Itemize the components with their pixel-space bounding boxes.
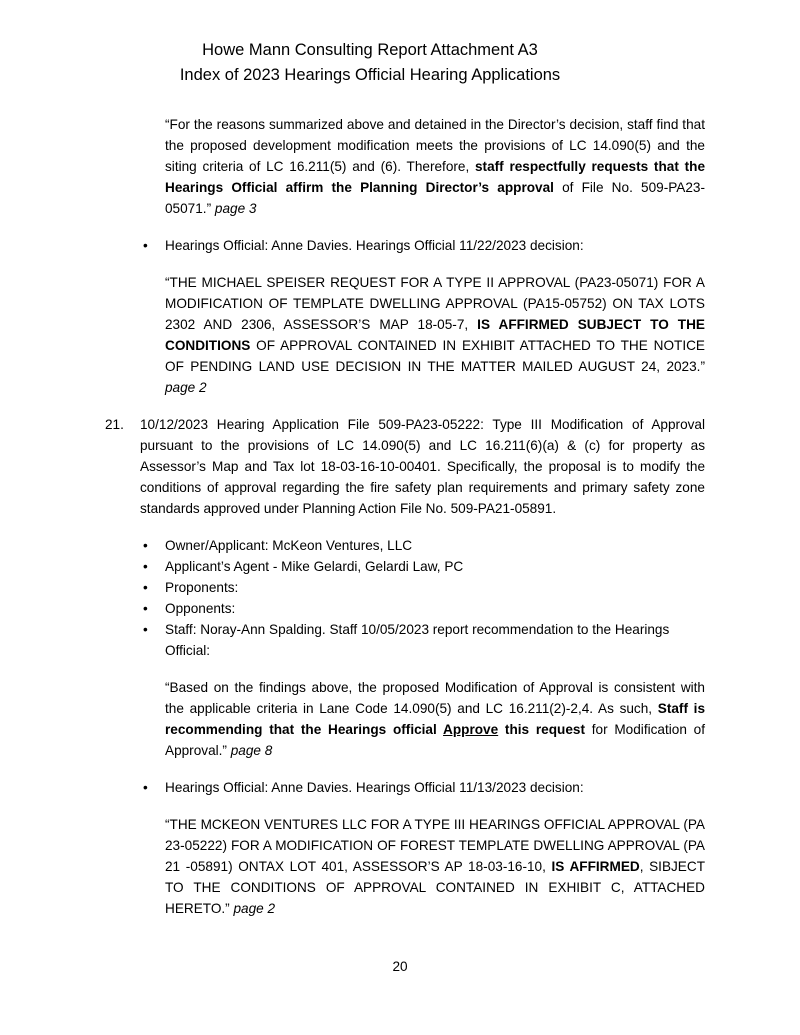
bullet-hearings-official-decision-1-text: Hearings Official: Anne Davies. Hearings Official 11/22/2023 decision: [165,238,584,253]
bullet-staff [143,619,705,661]
bullet-hearings-official-decision-1 [143,235,705,256]
bullet-owner-applicant-text: Owner/Applicant: McKeon Ventures, LLC [165,538,413,553]
page-number: 20 [392,959,408,974]
application-item-21-details [105,535,705,661]
bullet-icon: • [143,580,148,595]
application-item-21 [105,414,705,519]
quote-staff-recommendation-pa23-05071: “For the reasons summarized above and detained in the Director’s decision, staff find that the proposed development modification meets the provisions of LC 14.090(5) and the siting criteria of LC 16.211(5) and (6). Therefore, staff respectfully requests that the Hearings Official affirm the Planning Director’s approval of File No. 509-PA23-05071.” page 3 [165,117,705,216]
bullet-staff-text: Staff: Noray-Ann Spalding. Staff 10/05/2023 report recommendation to the Hearings Official: [165,622,670,658]
bullet-proponents [143,577,705,598]
bullet-hearings-official-decision-2-text: Hearings Official: Anne Davies. Hearings Official 11/13/2023 decision: [165,780,584,795]
bullet-icon: • [143,601,148,616]
application-item-21-number: 21. [105,417,124,432]
bullet-applicants-agent [143,556,705,577]
report-title: Howe Mann Consulting Report Attachment A3 [202,41,538,59]
report-subtitle: Index of 2023 Hearings Official Hearing Applications [179,66,561,84]
bullet-icon: • [143,538,148,553]
bullet-icon: • [143,780,148,795]
quote-speiser-decision: “THE MICHAEL SPEISER REQUEST FOR A TYPE II APPROVAL (PA23-05071) FOR A MODIFICATION OF TEMPLATE DWELLING APPROVAL (PA15-05752) ON TAX LOTS 2302 AND 2306, ASSESSOR’S MAP 18-05-7, IS AFFIRMED SUBJECT TO THE CONDITIONS OF APPROVAL CONTAINED IN EXHIBIT ATTACHED TO THE NOTICE OF PENDING LAND USE DECISION IN THE MATTER MAILED AUGUST 24, 2023.” page 2 [165,275,705,395]
bullet-proponents-text: Proponents: [165,580,239,595]
quote-staff-recommendation-pa23-05222: “Based on the findings above, the proposed Modification of Approval is consistent with the applicable criteria in Lane Code 14.090(5) and LC 16.211(2)-2,4. As such, Staff is recommending that the Hearings official Approve this request for Modification of Approval.” page 8 [165,680,706,758]
bullet-owner-applicant [143,535,705,556]
bullet-icon: • [143,238,148,253]
page-footer [0,956,800,977]
bullet-opponents [143,598,705,619]
bullet-icon: • [143,559,148,574]
bullet-applicants-agent-text: Applicant’s Agent - Mike Gelardi, Gelardi Law, PC [165,559,464,574]
bullet-icon: • [143,622,148,637]
bullet-opponents-text: Opponents: [165,601,236,616]
quote-mckeon-decision: “THE MCKEON VENTURES LLC FOR A TYPE III HEARINGS OFFICIAL APPROVAL (PA 23-05222) FOR A MODIFICATION OF FOREST TEMPLATE DWELLING APPROVAL (PA 21 -05891) ONTAX LOT 401, ASSESSOR’S AP 18-03-16-10, IS AFFIRMED, SIBJECT TO THE CONDITIONS OF APPROVAL CONTAINED IN EXHIBIT C, ATTACHED HERETO.” page 2 [165,817,705,916]
bullet-hearings-official-decision-2 [143,777,705,798]
document-header [105,38,705,88]
application-item-21-text: 10/12/2023 Hearing Application File 509-PA23-05222: Type III Modification of Approval pursuant to the provisions of LC 14.090(5) and LC 16.211(6)(a) & (c) for property as Assessor’s Map and Tax lot 18-03-16-10-00401. Specifically, the proposal is to modify the conditions of approval regarding the fire safety plan requirements and primary safety zone standards approved under Planning Action File No. 509-PA21-05891. [140,417,705,516]
